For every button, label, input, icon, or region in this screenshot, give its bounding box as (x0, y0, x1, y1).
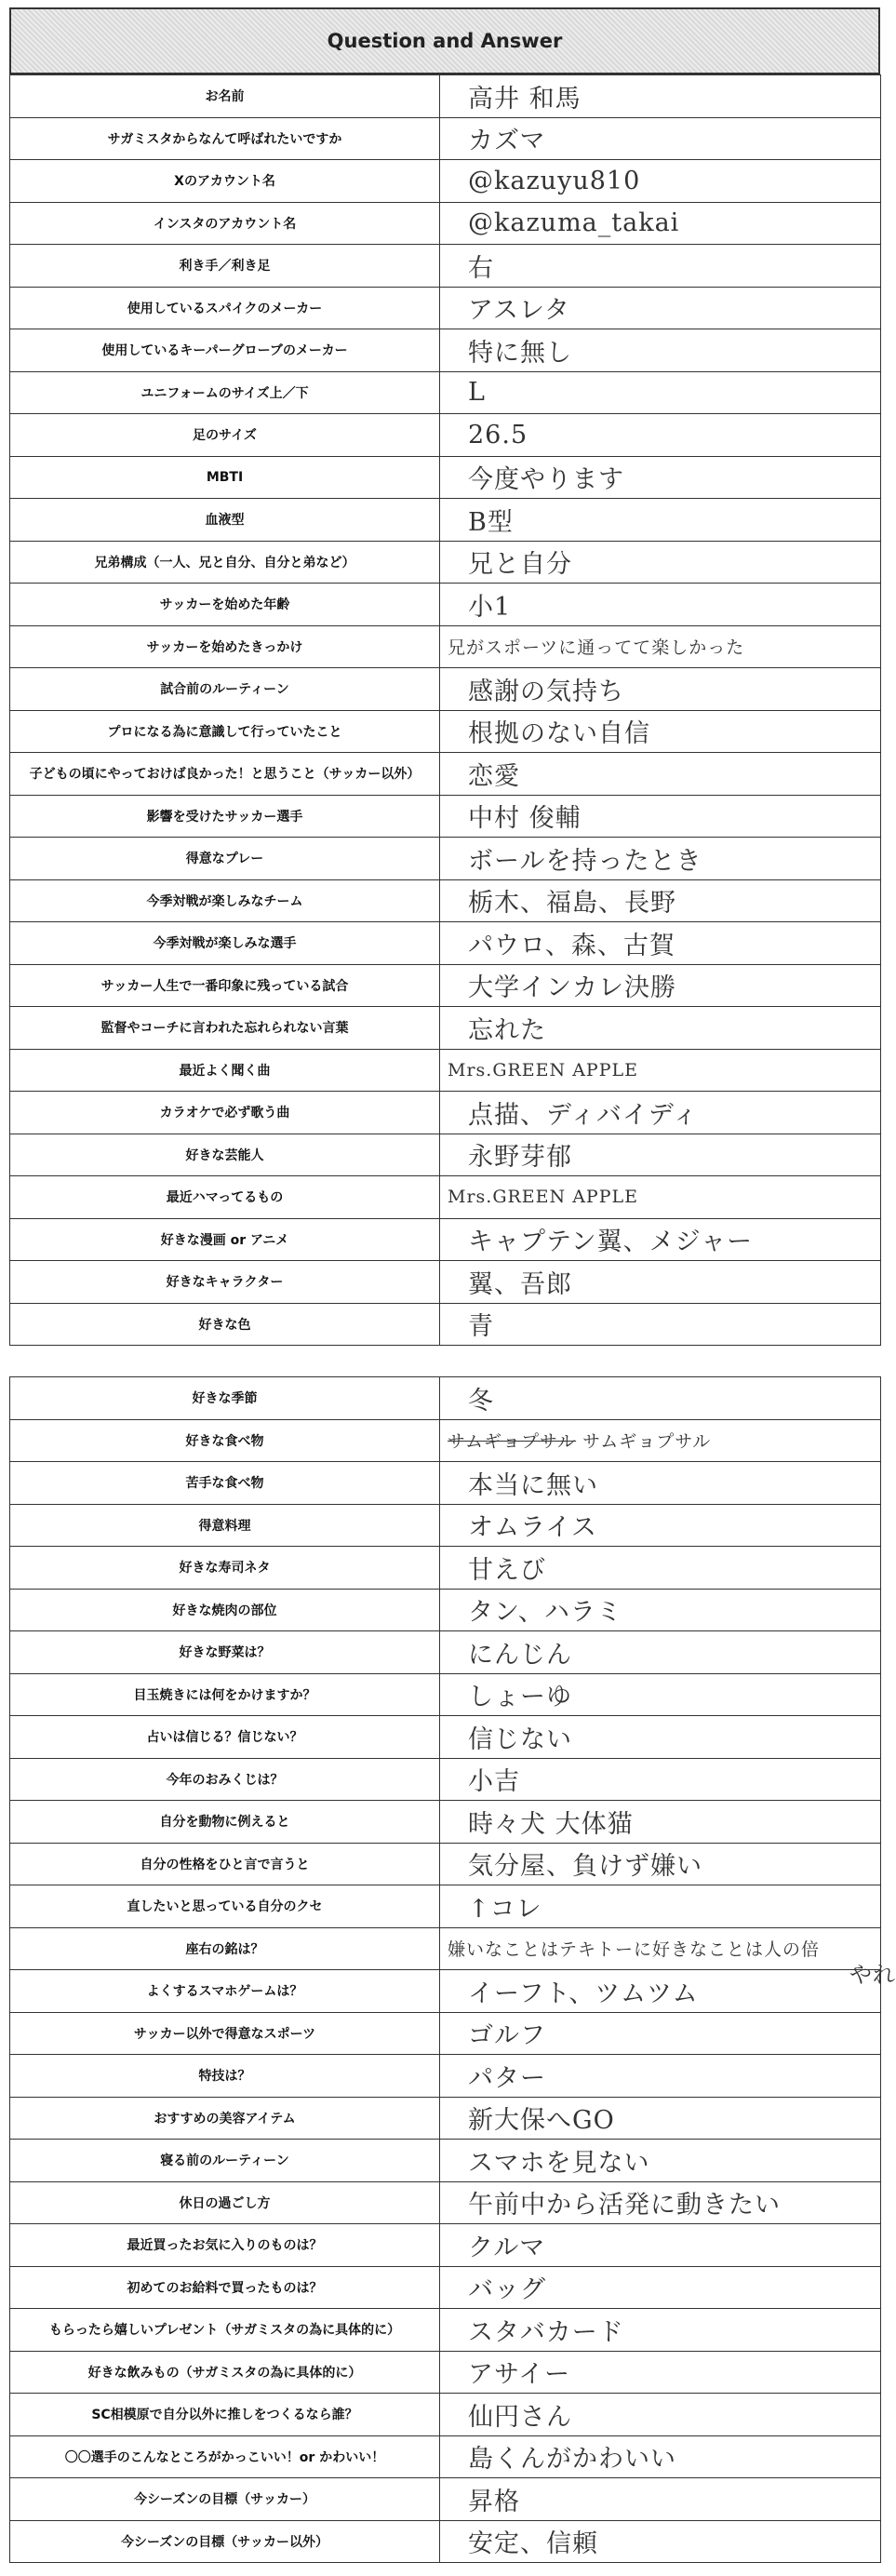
table-row (10, 1927, 881, 1970)
answer-cell (440, 1134, 881, 1176)
answer-cell (440, 1589, 881, 1631)
question-cell: 苦手な食べ物 (10, 1462, 440, 1505)
table-row (10, 2309, 881, 2352)
table-row (10, 1504, 881, 1547)
answer-text: 高井 和馬 (468, 84, 582, 114)
answer-text: アスレタ (468, 296, 570, 326)
answer-cell (440, 2520, 881, 2563)
answer-text: 甘えび (468, 1555, 546, 1585)
answer-text: イーフト、ツムツム (468, 1979, 699, 2008)
answer-cell (440, 287, 881, 329)
answer-cell (440, 2394, 881, 2436)
table-row (10, 1049, 881, 1092)
answer-text: 信じない (468, 1724, 572, 1754)
answer-extra-text: やれ (849, 1961, 896, 1988)
table-row (10, 202, 881, 245)
table-row (10, 2351, 881, 2394)
table-row (10, 2224, 881, 2267)
answer-cell (440, 2224, 881, 2267)
table-row (10, 1970, 881, 2013)
answer-cell (440, 668, 881, 711)
answer-text: 右 (468, 253, 494, 283)
table-row (10, 1843, 881, 1885)
answer-cell (440, 2478, 881, 2521)
question-cell: 〇〇選手のこんなところがかっこいい！or かわいい！ (10, 2435, 440, 2478)
answer-text: バッグ (468, 2275, 546, 2305)
question-cell: 子どもの頃にやっておけば良かった！と思うこと（サッカー以外） (10, 753, 440, 796)
question-cell: 得意料理 (10, 1504, 440, 1547)
table-row (10, 2097, 881, 2140)
question-cell: 好きなキャラクター (10, 1261, 440, 1304)
header-banner (9, 7, 880, 74)
answer-text: 仙円さん (468, 2402, 572, 2432)
table-row (10, 1801, 881, 1844)
answer-text: サムギョプサル (582, 1431, 712, 1453)
question-cell: 使用しているスパイクのメーカー (10, 287, 440, 329)
answer-cell (440, 1462, 881, 1505)
table-row (10, 2266, 881, 2309)
answer-cell (440, 922, 881, 965)
question-cell: 好きな焼肉の部位 (10, 1589, 440, 1631)
answer-text: 恋愛 (468, 761, 520, 791)
answer-cell (440, 202, 881, 245)
answer-cell (440, 838, 881, 880)
answer-text: 気分屋、負けず嫌い (468, 1852, 702, 1882)
question-cell: 最近買ったお気に入りのものは？ (10, 2224, 440, 2267)
answer-text: 午前中から活発に動きたい (468, 2191, 781, 2220)
table-row (10, 753, 881, 796)
table-row (10, 584, 881, 626)
answer-text: @kazuma_takai (468, 208, 680, 238)
answer-text: 永野芽郁 (468, 1143, 572, 1173)
answer-cell (440, 1673, 881, 1716)
answer-cell (440, 2140, 881, 2182)
question-cell: 血液型 (10, 499, 440, 542)
table-row (10, 287, 881, 329)
answer-cell (440, 2055, 881, 2098)
answer-cell (440, 964, 881, 1007)
question-cell: 好きな飲みもの（サガミスタの為に具体的に） (10, 2351, 440, 2394)
answer-text: Mrs.GREEN APPLE (448, 1059, 638, 1080)
question-cell: 使用しているキーパーグローブのメーカー (10, 329, 440, 372)
table-row (10, 2012, 881, 2055)
question-cell: サッカーを始めた年齢 (10, 584, 440, 626)
question-cell: 今シーズンの目標（サッカー） (10, 2478, 440, 2521)
question-cell: 足のサイズ (10, 414, 440, 457)
table-row (10, 2478, 881, 2521)
answer-cell (440, 1007, 881, 1050)
question-cell: 目玉焼きには何をかけますか？ (10, 1673, 440, 1716)
table-row (10, 1758, 881, 1801)
question-cell: 兄弟構成（一人、兄と自分、自分と弟など） (10, 541, 440, 584)
question-cell: 影響を受けたサッカー選手 (10, 795, 440, 838)
question-cell: 得意なプレー (10, 838, 440, 880)
answer-text: 青 (468, 1312, 494, 1342)
answer-text: タン、ハラミ (468, 1598, 622, 1628)
answer-text: 時々犬 大体猫 (468, 1809, 634, 1839)
table-row (10, 1377, 881, 1420)
answer-text: しょーゆ (468, 1683, 572, 1712)
answer-text: Mrs.GREEN APPLE (448, 1187, 638, 1208)
answer-cell (440, 1261, 881, 1304)
table-row (10, 1176, 881, 1219)
qa-table-2 (9, 1376, 896, 2563)
answer-text: アサイー (468, 2360, 571, 2390)
answer-cell (440, 245, 881, 288)
answer-text: 嫌いなことはテキトーに好きなことは人の倍 (448, 1939, 821, 1961)
question-cell: 好きな野菜は？ (10, 1631, 440, 1674)
answer-cell (440, 1092, 881, 1134)
answer-cell (440, 1303, 881, 1346)
table-row (10, 1631, 881, 1674)
answer-text: 新大保へGO (468, 2106, 615, 2136)
answer-text: 中村 俊輔 (468, 804, 582, 834)
answer-cell (440, 1970, 881, 2013)
question-cell: 最近ハマってるもの (10, 1176, 440, 1219)
answer-text: 兄がスポーツに通ってて楽しかった (448, 637, 745, 659)
question-cell: 最近よく聞く曲 (10, 1049, 440, 1092)
question-cell: 好きな季節 (10, 1377, 440, 1420)
answer-text: B型 (468, 507, 514, 537)
table-row (10, 1303, 881, 1346)
question-cell: Xのアカウント名 (10, 160, 440, 203)
table-row (10, 2055, 881, 2098)
question-cell: サガミスタからなんて呼ばれたいですか (10, 117, 440, 160)
question-cell: サッカー人生で一番印象に残っている試合 (10, 964, 440, 1007)
answer-text: @kazuyu810 (468, 166, 641, 195)
question-cell: 好きな漫画 or アニメ (10, 1218, 440, 1261)
answer-cell (440, 1547, 881, 1590)
question-cell: SC相模原で自分以外に推しをつくるなら誰？ (10, 2394, 440, 2436)
answer-text: 根拠のない自信 (468, 719, 650, 749)
table-row (10, 879, 881, 922)
question-cell: サッカーを始めたきっかけ (10, 625, 440, 668)
question-cell: ユニフォームのサイズ上／下 (10, 371, 440, 414)
table-row (10, 371, 881, 414)
answer-cell (440, 2351, 881, 2394)
answer-cell (440, 414, 881, 457)
answer-cell (440, 371, 881, 414)
table-row (10, 2435, 881, 2478)
answer-text: 小吉 (468, 1767, 520, 1797)
table-row (10, 710, 881, 753)
answer-cell (440, 1504, 881, 1547)
answer-cell (440, 795, 881, 838)
answer-cell (440, 117, 881, 160)
answer-text: 昇格 (468, 2487, 520, 2516)
answer-cell (440, 753, 881, 796)
question-cell: 好きな色 (10, 1303, 440, 1346)
answer-cell (440, 2309, 881, 2352)
table-row (10, 1589, 881, 1631)
table-row (10, 414, 881, 457)
table-row (10, 541, 881, 584)
answer-text: 今度やります (468, 465, 624, 495)
answer-text: 大学インカレ決勝 (468, 973, 676, 1003)
table-row (10, 117, 881, 160)
answer-text: 点描、ディバイディ (468, 1100, 699, 1130)
table-row (10, 1673, 881, 1716)
answer-cell (440, 1049, 881, 1092)
table-row (10, 1261, 881, 1304)
table-row (10, 1462, 881, 1505)
answer-cell (440, 879, 881, 922)
answer-cell (440, 1218, 881, 1261)
table-row (10, 1007, 881, 1050)
answer-text: 忘れた (468, 1015, 546, 1045)
question-cell: 好きな芸能人 (10, 1134, 440, 1176)
answer-cell (440, 1176, 881, 1219)
answer-cell (440, 1843, 881, 1885)
table-row (10, 2520, 881, 2563)
answer-text: オムライス (468, 1513, 597, 1543)
question-cell: 寝る前のルーティーン (10, 2140, 440, 2182)
question-cell: 特技は？ (10, 2055, 440, 2098)
table-row (10, 1419, 881, 1462)
table-row (10, 245, 881, 288)
answer-text: パター (468, 2063, 546, 2093)
answer-text: 栃木、福島、長野 (468, 889, 676, 919)
table-row (10, 795, 881, 838)
question-cell: もらったら嬉しいプレゼント（サガミスタの為に具体的に） (10, 2309, 440, 2352)
answer-cell (440, 2181, 881, 2224)
table-row (10, 329, 881, 372)
answer-text: ゴルフ (468, 2021, 546, 2051)
question-cell: 利き手／利き足 (10, 245, 440, 288)
qa-table-1 (9, 74, 881, 1346)
question-cell: よくするスマホゲームは？ (10, 1970, 440, 2013)
answer-cell (440, 2012, 881, 2055)
table-row (10, 1885, 881, 1928)
struck-answer: サムギョプサル (448, 1431, 577, 1453)
answer-text: 島くんがかわいい (468, 2445, 676, 2475)
question-cell: 休日の過ごし方 (10, 2181, 440, 2224)
table-row (10, 1092, 881, 1134)
answer-cell (440, 456, 881, 499)
answer-text: 26.5 (468, 420, 528, 449)
table-row (10, 2394, 881, 2436)
answer-text: L (468, 378, 486, 408)
question-cell: 好きな食べ物 (10, 1419, 440, 1462)
answer-cell (440, 160, 881, 203)
question-cell: 今年のおみくじは？ (10, 1758, 440, 1801)
answer-text: スマホを見ない (468, 2148, 650, 2178)
question-cell: 好きな寿司ネタ (10, 1547, 440, 1590)
answer-cell (440, 2266, 881, 2309)
question-cell: 自分を動物に例えると (10, 1801, 440, 1844)
table-row (10, 625, 881, 668)
answer-text: 冬 (468, 1386, 494, 1415)
table-row (10, 1547, 881, 1590)
answer-text: 感謝の気持ち (468, 677, 624, 706)
question-cell: 今季対戦が楽しみなチーム (10, 879, 440, 922)
table-row (10, 922, 881, 965)
question-cell: サッカー以外で得意なスポーツ (10, 2012, 440, 2055)
answer-text: ボールを持ったとき (468, 846, 702, 876)
question-cell: 座右の銘は？ (10, 1927, 440, 1970)
answer-text: にんじん (468, 1640, 572, 1670)
answer-cell (440, 625, 881, 668)
answer-cell (440, 1419, 881, 1462)
answer-text: 特に無し (468, 338, 572, 368)
table-row (10, 838, 881, 880)
answer-cell (440, 329, 881, 372)
table-row (10, 1716, 881, 1759)
answer-text: クルマ (468, 2233, 546, 2262)
answer-cell (440, 2097, 881, 2140)
table-row (10, 1218, 881, 1261)
question-cell: カラオケで必ず歌う曲 (10, 1092, 440, 1134)
table-row (10, 668, 881, 711)
table-row (10, 2181, 881, 2224)
question-cell: プロになる為に意識して行っていたこと (10, 710, 440, 753)
answer-text: ↑コレ (468, 1894, 542, 1924)
question-cell: お名前 (10, 75, 440, 118)
answer-cell (440, 1801, 881, 1844)
answer-text: カズマ (468, 127, 546, 156)
question-cell: 今シーズンの目標（サッカー以外） (10, 2520, 440, 2563)
table-row (10, 499, 881, 542)
answer-text: 小1 (468, 592, 512, 622)
question-cell: インスタのアカウント名 (10, 202, 440, 245)
answer-cell (440, 75, 881, 118)
answer-text: 兄と自分 (468, 550, 572, 580)
answer-cell (440, 1716, 881, 1759)
answer-text: キャプテン翼、メジャー (468, 1228, 754, 1257)
table-row (10, 1134, 881, 1176)
question-cell: 初めてのお給料で買ったものは？ (10, 2266, 440, 2309)
table-row (10, 75, 881, 118)
answer-cell (440, 1927, 896, 1988)
table-row (10, 160, 881, 203)
answer-cell (440, 541, 881, 584)
table-row (10, 964, 881, 1007)
page-title: Question and Answer (327, 30, 563, 52)
answer-text: 本当に無い (468, 1470, 598, 1500)
answer-cell (440, 1631, 881, 1674)
question-cell: 試合前のルーティーン (10, 668, 440, 711)
question-cell: おすすめの美容アイテム (10, 2097, 440, 2140)
table-row (10, 456, 881, 499)
question-cell: 占いは信じる？信じない？ (10, 1716, 440, 1759)
question-cell: 今季対戦が楽しみな選手 (10, 922, 440, 965)
answer-cell (440, 2435, 881, 2478)
answer-cell (440, 584, 881, 626)
answer-text: スタバカード (468, 2317, 624, 2347)
table-row (10, 2140, 881, 2182)
answer-text: パウロ、森、古賀 (468, 931, 675, 960)
answer-text: 安定、信頼 (468, 2529, 598, 2559)
question-cell: MBTI (10, 456, 440, 499)
question-cell: 監督やコーチに言われた忘れられない言葉 (10, 1007, 440, 1050)
question-cell: 自分の性格をひと言で言うと (10, 1843, 440, 1885)
answer-cell (440, 499, 881, 542)
answer-cell (440, 1885, 881, 1928)
answer-cell (440, 1758, 881, 1801)
question-cell: 直したいと思っている自分のクセ (10, 1885, 440, 1928)
answer-cell (440, 1377, 881, 1420)
answer-text: 翼、吾郎 (468, 1269, 572, 1299)
answer-cell (440, 710, 881, 753)
